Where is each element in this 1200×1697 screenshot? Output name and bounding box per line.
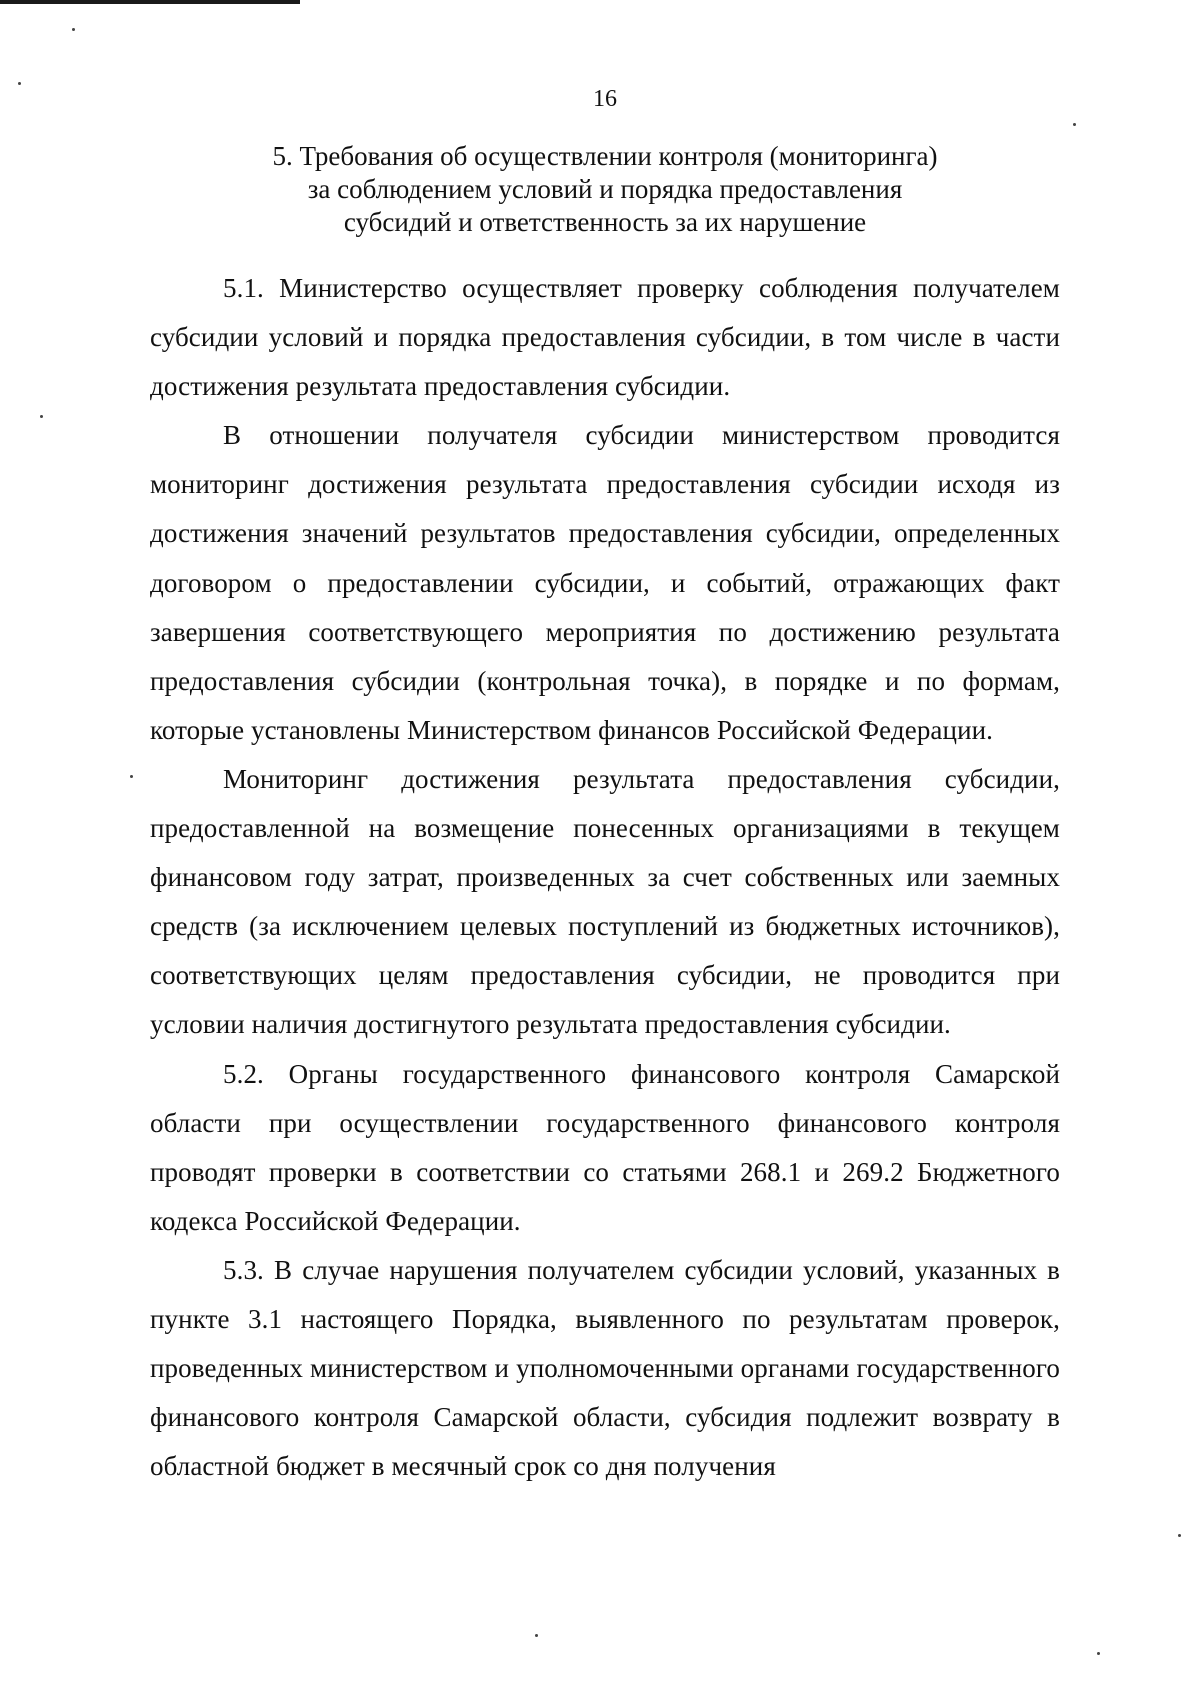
paragraph-5-2: 5.2. Органы государственного финансового контроля Самарской области при осуществлении государственного финансового контроля проводят проверки в соответствии со статьями 268.1 и 269.2 Бюджетного кодекса Российской Федерации. <box>150 1058 1060 1236</box>
scan-speck <box>130 775 133 778</box>
scan-speck <box>1097 1652 1100 1655</box>
section-heading-line: 5. Требования об осуществлении контроля (мониторинга) <box>272 141 938 171</box>
scan-speck <box>535 1634 538 1637</box>
document-body <box>150 264 1060 1491</box>
scan-speck <box>72 28 75 31</box>
paragraph-5-1: 5.1. Министерство осуществляет проверку соблюдения получателем субсидии условий и порядка предоставления субсидии, в том числе в части достижения результата предоставления субсидии. <box>150 273 1060 402</box>
page-number: 16 <box>593 86 617 112</box>
paragraph-monitoring-exemption: Мониторинг достижения результата предоставления субсидии, предоставленной на возмещение понесенных организациями в текущем финансовом году затрат, произведенных за счет собственных или заемных средств (за исключением целевых поступлений из бюджетных источников), соответствующих целям предоставления субсидии, не проводится при условии наличия достигнутого результата предоставления субсидии. <box>150 763 1060 1040</box>
section-heading-line: субсидий и ответственность за их нарушение <box>343 207 867 237</box>
scan-top-rule <box>0 0 300 4</box>
scan-speck <box>1178 1534 1181 1537</box>
scan-speck <box>1073 123 1076 126</box>
paragraph-5-3: 5.3. В случае нарушения получателем субсидии условий, указанных в пункте 3.1 настоящего Порядка, выявленного по результатам проверок, проведенных министерством и уполномоченными органами государственного финансового контроля Самарской области, субсидия подлежит возврату в областной бюджет в месячный срок со дня получения <box>150 1254 1060 1482</box>
scan-speck <box>40 415 43 418</box>
paragraph-monitoring-recipient: В отношении получателя субсидии министерством проводится мониторинг достижения результата предоставления субсидии исходя из достижения значений результатов предоставления субсидии, определенных договором о предоставлении субсидии, и событий, отражающих факт завершения соответствующего мероприятия по достижению результата предоставления субсидии (контрольная точка), в порядке и по формам, которые установлены Министерством финансов Российской Федерации. <box>150 420 1060 745</box>
section-heading-line: за соблюдением условий и порядка предоставления <box>307 174 903 204</box>
section-heading <box>0 140 1200 239</box>
